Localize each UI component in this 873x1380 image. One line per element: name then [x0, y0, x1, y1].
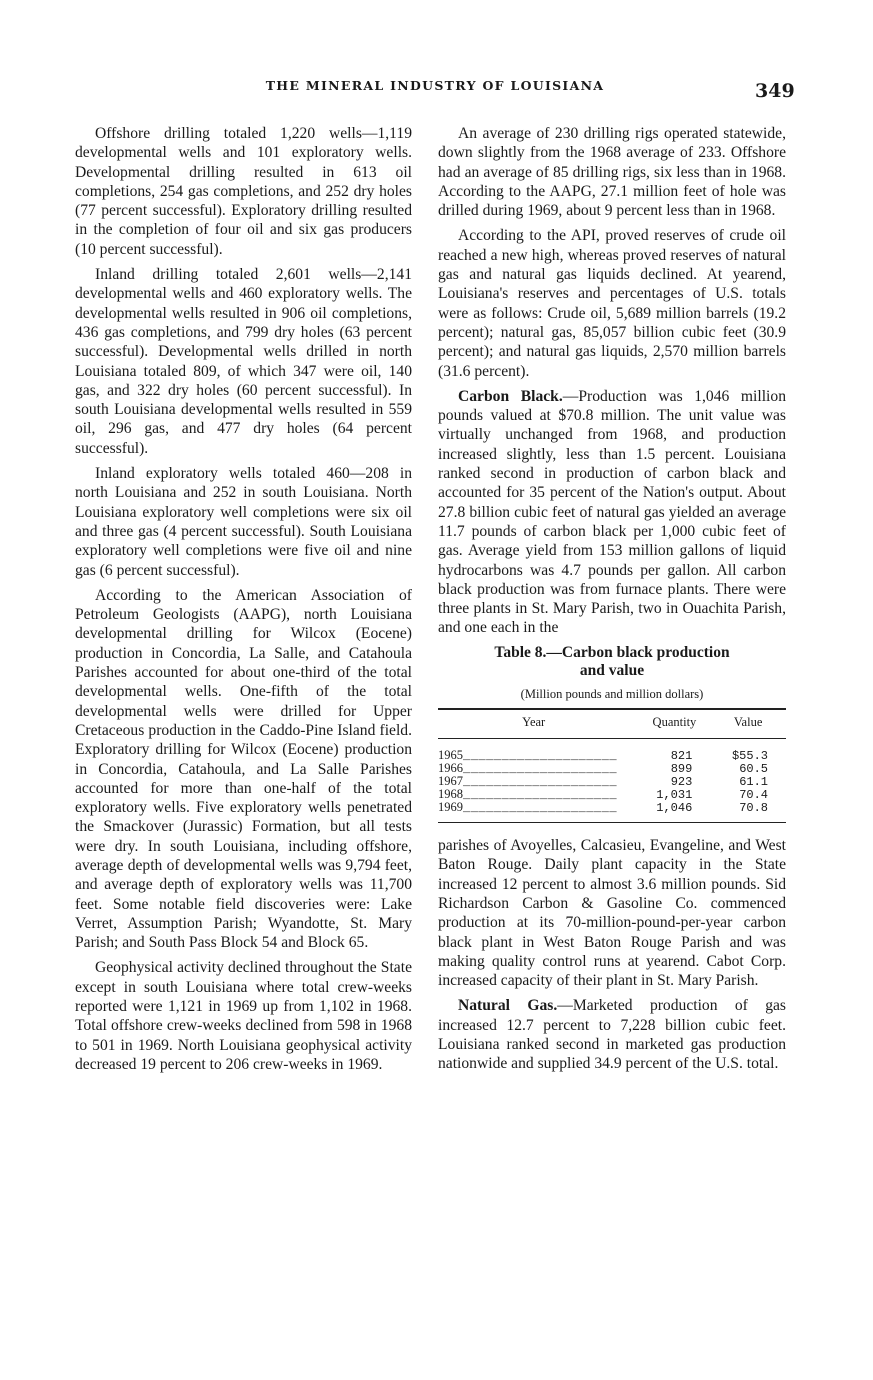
row-quantity: 923 — [670, 774, 693, 789]
row-year: 1968 — [438, 788, 463, 802]
row-quantity: 821 — [670, 748, 693, 763]
page-number: 349 — [755, 80, 795, 102]
paragraph-carbon-black-continued: parishes of Avoyelles, Calcasieu, Evangeline, and West Baton Rouge. Daily plant capacity in the State increased 12 percent to almost 3.6 million pounds. Sid Richardson Carbon & Gasoline Co. commenced production at its 70-million-pound-per-year carbon black plant in West Baton Rouge Parish and was making quality control runs at yearend. Cabot Corp. increased capacity of their plant in St. Mary Parish. — [438, 837, 786, 990]
row-year: 1969 — [438, 801, 463, 815]
paragraph-geophysical: Geophysical activity declined throughout the State except in south Louisiana where total crew-weeks reported were 1,121 in 1969 up from 1,102 in 1968. Total offshore crew-weeks declined from 598 in 1968 to 501 in 1969. North Louisiana geophysical activity decreased 19 percent to 206 crew-weeks in 1969. — [75, 959, 412, 1073]
header-quantity: Quantity — [629, 709, 710, 739]
row-value: 70.8 — [710, 801, 786, 823]
paragraph-offshore-drilling: Offshore drilling totaled 1,220 wells—1,119 developmental wells and 101 exploratory wells. Developmental drilling resulted in 613 oil completions, 254 gas completions, and 252 dry holes (77 percent successful). Exploratory drilling resulted in the completion of four oil and six gas producers (10 percent successful). — [75, 125, 412, 258]
paragraph-inland-exploratory: Inland exploratory wells totaled 460—208 in north Louisiana and 252 in south Louisiana. North Louisiana exploratory well completions were six oil and three gas (4 percent successful). South Louisiana exploratory well completions were five oil and nine gas (6 percent successful). — [75, 465, 412, 579]
table-title-line2: and value — [579, 661, 645, 679]
row-year: 1966 — [438, 762, 463, 776]
row-year: 1967 — [438, 775, 463, 789]
row-quantity: 899 — [670, 761, 693, 776]
paragraph-aapg: According to the American Association of Petroleum Geologists (AAPG), north Louisiana developmental drilling for Wilcox (Eocene) production in Concordia, La Salle, and Catahoula Parishes accounted for about one-third of the total developmental wells. One-fifth of the total developmental wells were drilled for Upper Cretaceous production in the Caddo-Pine Island field. Exploratory drilling for Wilcox (Eocene) production in Concordia, Catahoula, and La Salle Parishes accounted for more than one-half of the total exploratory wells. Five exploratory wells penetrated the Smackover (Jurassic) Formation, but all tests were dry. In south Louisiana, including offshore, average depth of developmental wells was 9,794 feet, and average depth of exploratory wells was 11,700 feet. Some notable field discoveries were: Lake Verret, Assumption Parish; Wyandotte, St. Mary Parish; and South Pass Block 54 and Block 65. — [75, 586, 412, 952]
row-year: 1965 — [438, 748, 463, 763]
table-row: 1968____________________ 1,031 70.4 — [438, 788, 786, 801]
row-value: $55.3 — [731, 748, 768, 763]
table-row: 1969____________________ 1,046 70.8 — [438, 801, 786, 823]
right-column — [438, 124, 786, 1080]
row-value: 70.4 — [739, 787, 768, 802]
carbon-black-heading: Carbon Black. — [458, 387, 563, 405]
row-value: 61.1 — [739, 774, 768, 789]
table-subtitle: (Million pounds and million dollars) — [520, 686, 704, 701]
natural-gas-body: —Marketed production of gas increased 12.7 percent to 7,228 billion cubic feet. Louisiana ranked second in marketed gas production nationwide and supplied 34.9 percent of the U.S. total. — [438, 997, 787, 1073]
table-row: 1965____________________ 821 $55.3 — [438, 739, 786, 763]
carbon-black-table — [438, 708, 786, 823]
table-row: 1966____________________ 899 60.5 — [438, 762, 786, 775]
paragraph-drilling-rigs: An average of 230 drilling rigs operated statewide, down slightly from the 1968 average of 233. Offshore had an average of 85 drilling rigs, six less than in 1968. According to the AAPG, 27.1 million feet of hole was drilled during 1969, about 9 percent less than in 1968. — [438, 125, 786, 220]
row-quantity: 1,031 — [656, 787, 693, 802]
carbon-black-body: —Production was 1,046 million pounds valued at $70.8 million. The unit value was virtually unchanged from 1968, and production increased slightly, less than 1.5 percent. Louisiana ranked second in production of carbon black and accounted for 35 percent of the Nation's output. About 27.8 billion cubic feet of natural gas yielded an average 11.7 pounds of carbon black per 1,000 cubic feet of gas. Average yield from 153 million gallons of liquid hydrocarbons was 4.7 pounds per gallon. All carbon black production was from furnace plants. There were three plants in St. Mary Parish, two in Ouachita Parish, and one each in the — [438, 387, 786, 637]
table-8 — [438, 644, 786, 823]
paragraph-natural-gas — [438, 996, 786, 1073]
natural-gas-heading: Natural Gas. — [458, 997, 558, 1015]
row-quantity: 1,046 — [629, 801, 710, 823]
header-value: Value — [710, 709, 786, 739]
paragraph-inland-drilling: Inland drilling totaled 2,601 wells—2,141 developmental wells and 460 exploratory wells. The developmental wells resulted in 906 oil completions, 436 gas completions, and 799 dry holes (63 percent successful). Developmental wells drilled in north Louisiana totaled 809, of which 347 were oil, 140 gas, and 322 dry holes (60 percent successful). In south Louisiana developmental wells resulted in 559 oil, 296 gas, and 477 dry holes (64 percent successful). — [75, 266, 412, 457]
paragraph-carbon-black — [438, 387, 786, 638]
table-row: 1967____________________ 923 61.1 — [438, 775, 786, 788]
table-title-line1: Table 8.—Carbon black production — [494, 643, 730, 661]
paragraph-reserves: According to the API, proved reserves of crude oil reached a new high, whereas proved reserves of natural gas and natural gas liquids declined. At yearend, Louisiana's reserves and percentages of U.S. totals were as follows: Crude oil, 5,689 million barrels (19.2 percent); natural gas, 85,057 billion cubic feet (30.9 percent); and natural gas liquids, 2,570 million barrels (31.6 percent). — [438, 227, 786, 380]
header-year: Year — [438, 709, 629, 739]
table-header-row — [438, 709, 786, 739]
left-column — [75, 124, 412, 1080]
row-value: 60.5 — [739, 761, 768, 776]
running-header: THE MINERAL INDUSTRY OF LOUISIANA — [265, 78, 605, 93]
